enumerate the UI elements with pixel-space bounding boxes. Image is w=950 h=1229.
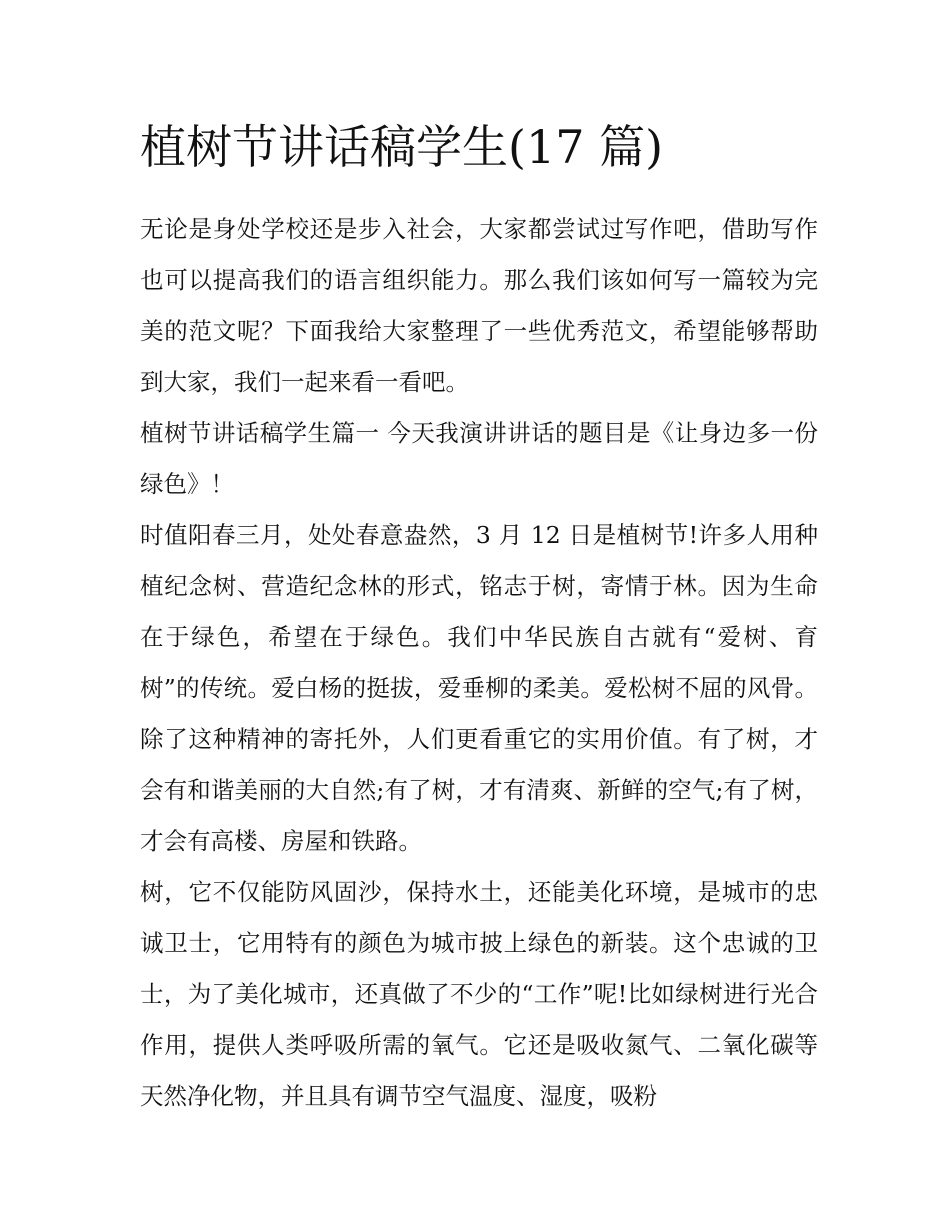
paragraph-arbor-day: 时值阳春三月，处处春意盎然，3 月 12 日是植树节!许多人用种植纪念树、营造纪念林的形式，铭志于树，寄情于林。因为生命在于绿色，希望在于绿色。我们中华民族自古就有“爱树、育树”的传统。爱白杨的挺拔，爱垂柳的柔美。爱松树不屈的风骨。除了这种精神的寄托外，人们更看重它的实用价值。有了树，才会有和谐美丽的大自然;有了树，才有清爽、新鲜的空气;有了树，才会有高楼、房屋和铁路。 — [140, 521, 818, 855]
paragraph-intro: 无论是身处学校还是步入社会，大家都尝试过写作吧，借助写作也可以提高我们的语言组织能力。那么我们该如何写一篇较为完美的范文呢？下面我给大家整理了一些优秀范文，希望能够帮助到大家，我们一起来看一看吧。 — [140, 215, 818, 396]
paragraph-speech-heading: 植树节讲话稿学生篇一 今天我演讲讲话的题目是《让身边多一份绿色》！ — [140, 419, 818, 498]
document-page — [140, 112, 818, 1122]
document-title: 植树节讲话稿学生(17 篇) — [140, 120, 664, 174]
paragraph-tree-guardian: 树，它不仅能防风固沙，保持水土，还能美化环境，是城市的忠诚卫士，它用特有的颜色为城市披上绿色的新装。这个忠诚的卫士，为了美化城市，还真做了不少的“工作”呢!比如绿树进行光合作用，提供人类呼吸所需的氧气。它还是吸收氮气、二氧化碳等天然净化物，并且具有调节空气温度、湿度，吸粉 — [140, 878, 818, 1110]
